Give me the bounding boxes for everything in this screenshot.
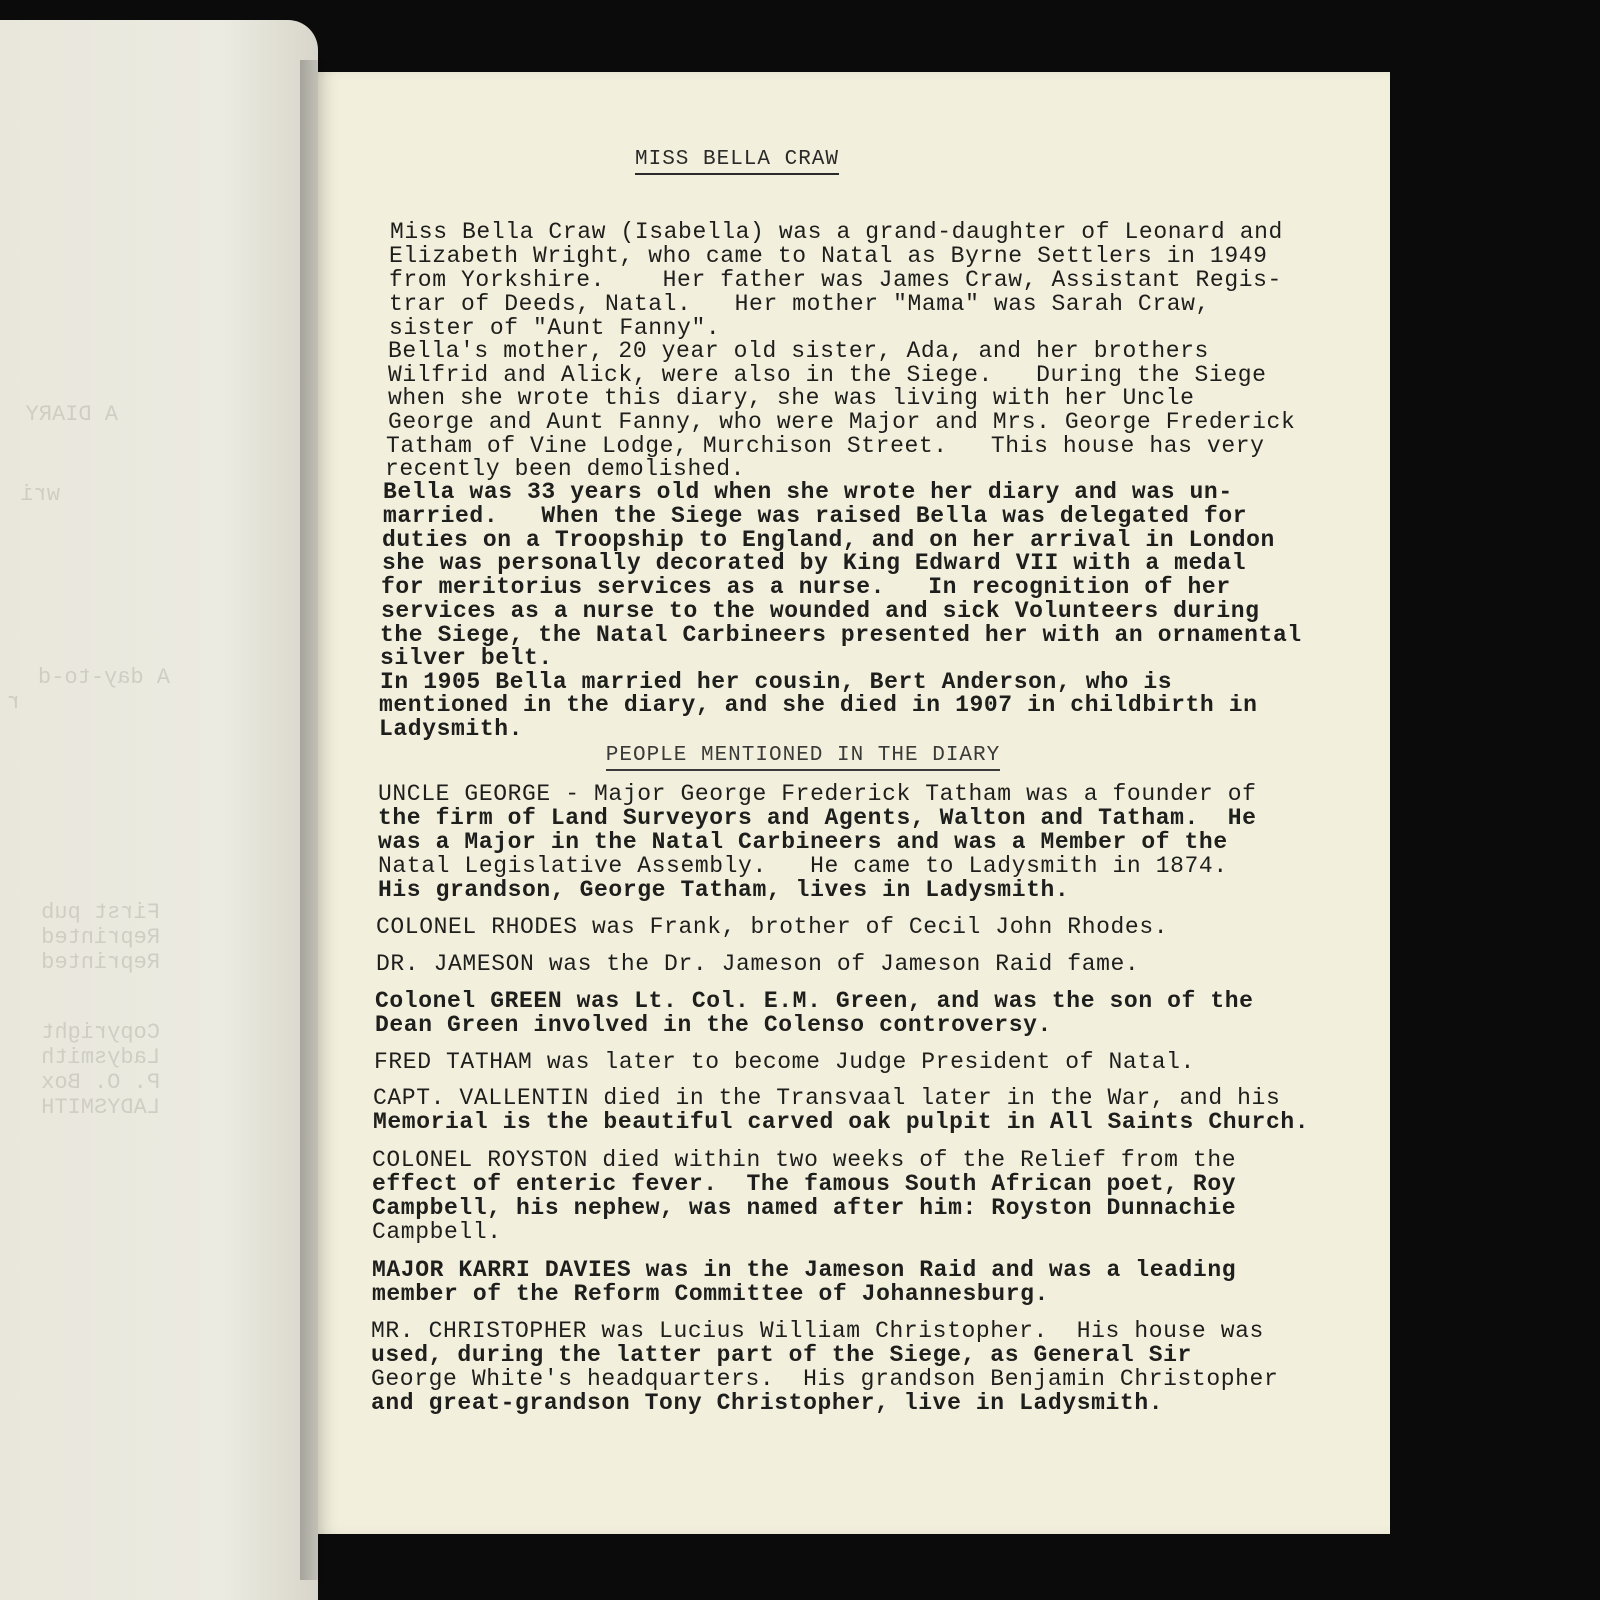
bleed-through-text: A day-to-d <box>37 665 170 690</box>
bio-line: the Siege, the Natal Carbineers presented her with an ornamental <box>380 622 1302 648</box>
people-line: COLONEL RHODES was Frank, brother of Cecil John Rhodes. <box>376 914 1169 940</box>
bio-line: Bella was 33 years old when she wrote her diary and was un- <box>383 479 1233 505</box>
bio-line: Miss Bella Craw (Isabella) was a grand-daughter of Leonard and <box>390 219 1283 245</box>
people-line: Memorial is the beautiful carved oak pulpit in All Saints Church. <box>373 1109 1310 1135</box>
people-line: the firm of Land Surveyors and Agents, Walton and Tatham. He <box>378 805 1257 831</box>
people-line: MAJOR KARRI DAVIES was in the Jameson Raid and was a leading <box>372 1257 1237 1283</box>
bleed-through-text: Reprinted <box>41 950 160 975</box>
people-line: used, during the latter part of the Siege, as General Sir <box>371 1342 1192 1368</box>
bleed-through-text: Copyright <box>41 1020 160 1045</box>
bio-line: Tatham of Vine Lodge, Murchison Street. This house has very <box>386 433 1265 459</box>
people-line: DR. JAMESON was the Dr. Jameson of Jameson Raid fame. <box>376 951 1140 977</box>
bleed-through-text: LADYSMITH <box>41 1095 160 1120</box>
bleed-through-text: wri <box>20 482 60 507</box>
people-line: Natal Legislative Assembly. He came to Ladysmith in 1874. <box>378 853 1228 879</box>
people-line: George White's headquarters. His grandson Benjamin Christopher <box>371 1366 1279 1392</box>
people-line: COLONEL ROYSTON died within two weeks of the Relief from the <box>372 1147 1237 1173</box>
people-line: Campbell. <box>372 1219 502 1245</box>
bleed-through-text: A DIARY <box>25 402 118 427</box>
bio-line: sister of "Aunt Fanny". <box>389 315 721 341</box>
bio-line: trar of Deeds, Natal. Her mother "Mama" was Sarah Craw, <box>389 291 1210 317</box>
left-page <box>0 20 318 1600</box>
bio-line: when she wrote this diary, she was living with her Uncle <box>388 385 1195 411</box>
bio-line: silver belt. <box>380 645 553 671</box>
bio-line: Bella's mother, 20 year old sister, Ada, and her brothers <box>388 338 1209 364</box>
people-line: was a Major in the Natal Carbineers and was a Member of the <box>378 829 1228 855</box>
bleed-through-text: Reprinted <box>41 925 160 950</box>
people-line: effect of enteric fever. The famous South African poet, Roy <box>372 1171 1237 1197</box>
bio-line: George and Aunt Fanny, who were Major and Mrs. George Frederick <box>388 409 1296 435</box>
bio-line: mentioned in the diary, and she died in 1907 in childbirth in <box>379 692 1258 718</box>
bio-line: services as a nurse to the wounded and sick Volunteers during <box>381 598 1260 624</box>
people-line: Colonel GREEN was Lt. Col. E.M. Green, and was the son of the <box>375 988 1254 1014</box>
people-line: Dean Green involved in the Colenso controversy. <box>375 1012 1052 1038</box>
people-line: UNCLE GEORGE - Major George Frederick Tatham was a founder of <box>378 781 1257 807</box>
bio-line: In 1905 Bella married her cousin, Bert Anderson, who is <box>380 669 1173 695</box>
bleed-through-text: Ladysmith <box>41 1045 160 1070</box>
bio-line: recently been demolished. <box>385 456 746 482</box>
people-line: member of the Reform Committee of Johannesburg. <box>372 1281 1049 1307</box>
bio-line: Wilfrid and Alick, were also in the Siege. During the Siege <box>388 362 1267 388</box>
people-line: FRED TATHAM was later to become Judge President of Natal. <box>374 1049 1195 1075</box>
section-heading-people: PEOPLE MENTIONED IN THE DIARY <box>303 744 1303 767</box>
bio-line: married. When the Siege was raised Bella was delegated for <box>383 503 1248 529</box>
bleed-through-text: P. O. Box <box>41 1070 160 1095</box>
bio-line: from Yorkshire. Her father was James Craw, Assistant Regis- <box>389 267 1282 293</box>
people-line: MR. CHRISTOPHER was Lucius William Christopher. His house was <box>371 1318 1264 1344</box>
bio-line: duties on a Troopship to England, and on her arrival in London <box>382 527 1275 553</box>
bleed-through-text: First pub <box>41 900 160 925</box>
people-line: and great-grandson Tony Christopher, live in Ladysmith. <box>371 1390 1164 1416</box>
bio-line: for meritorius services as a nurse. In recognition of her <box>381 574 1231 600</box>
people-line: Campbell, his nephew, was named after him: Royston Dunnachie <box>372 1195 1237 1221</box>
page-title: MISS BELLA CRAW <box>318 148 1156 171</box>
bio-line: Ladysmith. <box>379 716 524 742</box>
bio-line: Elizabeth Wright, who came to Natal as Byrne Settlers in 1949 <box>389 243 1268 269</box>
right-page <box>318 72 1390 1534</box>
bleed-through-text: r <box>6 690 20 715</box>
people-line: CAPT. VALLENTIN died in the Transvaal later in the War, and his <box>373 1085 1281 1111</box>
people-line: His grandson, George Tatham, lives in Ladysmith. <box>378 877 1070 903</box>
bio-line: she was personally decorated by King Edward VII with a medal <box>382 550 1247 576</box>
